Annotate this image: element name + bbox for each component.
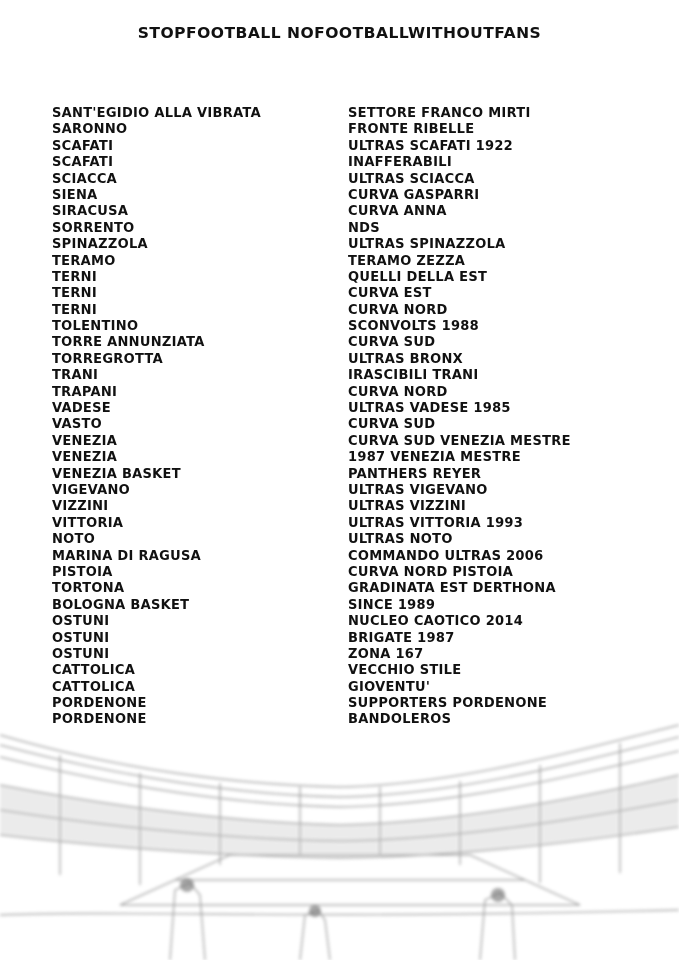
city-name: TRAPANI [52, 384, 118, 400]
list-row [52, 106, 652, 122]
supporter-group-name: ULTRAS VIZZINI [348, 499, 467, 515]
city-name: VITTORIA [52, 515, 124, 531]
city-name: CATTOLICA [52, 663, 136, 679]
list-row [52, 335, 652, 351]
city-name: VENEZIA [52, 450, 118, 466]
list-row [52, 663, 652, 679]
list-row [52, 417, 652, 433]
city-name: SORRENTO [52, 220, 135, 236]
list-row [52, 467, 652, 483]
city-name: TERNI [52, 302, 97, 318]
city-name: TORTONA [52, 581, 125, 597]
supporter-group-name: 1987 VENEZIA MESTRE [348, 450, 521, 466]
city-name: SARONNO [52, 122, 128, 138]
supporter-group-name: ULTRAS SPINAZZOLA [348, 237, 506, 253]
city-name: SCAFATI [52, 138, 114, 154]
supporter-group-name: BRIGATE 1987 [348, 630, 455, 646]
list-row [52, 237, 652, 253]
city-name: TRANI [52, 368, 99, 384]
list-row [52, 434, 652, 450]
supporter-group-name: FRONTE RIBELLE [348, 122, 475, 138]
city-name: PORDENONE [52, 696, 147, 712]
list-row [52, 532, 652, 548]
list-row [52, 483, 652, 499]
list-row [52, 565, 652, 581]
supporter-group-name: SCONVOLTS 1988 [348, 319, 479, 335]
list-row [52, 516, 652, 532]
city-name: PISTOIA [52, 564, 113, 580]
city-name: BOLOGNA BASKET [52, 597, 190, 613]
supporter-group-name: CURVA EST [348, 286, 432, 302]
supporter-group-name: ULTRAS VADESE 1985 [348, 401, 511, 417]
supporter-group-name: CURVA NORD [348, 384, 448, 400]
supporter-group-name: NDS [348, 220, 380, 236]
supporter-group-name: GRADINATA EST DERTHONA [348, 581, 556, 597]
city-name: TOLENTINO [52, 319, 139, 335]
city-name: VASTO [52, 417, 103, 433]
supporter-group-name: IRASCIBILI TRANI [348, 368, 479, 384]
supporter-group-name: SUPPORTERS PORDENONE [348, 696, 548, 712]
list-row [52, 155, 652, 171]
city-name: VENEZIA [52, 433, 118, 449]
supporter-group-name: ULTRAS VITTORIA 1993 [348, 515, 524, 531]
city-name: SANT'EGIDIO ALLA VIBRATA [52, 106, 261, 121]
city-name: VADESE [52, 401, 111, 417]
list-row [52, 385, 652, 401]
supporter-group-name: ZONA 167 [348, 646, 424, 662]
city-name: SPINAZZOLA [52, 237, 148, 253]
list-row [52, 270, 652, 286]
list-row [52, 303, 652, 319]
supporter-group-name: GIOVENTU' [348, 679, 431, 695]
list-row [52, 549, 652, 565]
supporter-group-name: BANDOLEROS [348, 712, 452, 728]
city-name: TERAMO [52, 253, 116, 269]
city-name: SCAFATI [52, 155, 114, 171]
list-row [52, 172, 652, 188]
list-row [52, 221, 652, 237]
list-row [52, 254, 652, 270]
list-row [52, 368, 652, 384]
supporter-group-name: TERAMO ZEZZA [348, 253, 466, 269]
supporter-group-name: CURVA ANNA [348, 204, 447, 220]
list-row [52, 122, 652, 138]
supporter-group-name: COMMANDO ULTRAS 2006 [348, 548, 544, 564]
supporter-group-name: ULTRAS BRONX [348, 351, 463, 367]
supporter-group-name: CURVA SUD VENEZIA MESTRE [348, 433, 571, 449]
city-name: VIGEVANO [52, 482, 131, 498]
city-name: TORRE ANNUNZIATA [52, 335, 205, 351]
list-row [52, 450, 652, 466]
city-name: PORDENONE [52, 712, 147, 728]
list-row [52, 647, 652, 663]
city-name: CATTOLICA [52, 679, 136, 695]
poster-title: STOPFOOTBALL NOFOOTBALLWITHOUTFANS [137, 24, 542, 42]
supporter-group-name: ULTRAS SCIACCA [348, 171, 475, 187]
city-name: VENEZIA BASKET [52, 466, 181, 482]
list-row [52, 614, 652, 630]
city-name: OSTUNI [52, 614, 110, 630]
supporter-group-name: CURVA SUD [348, 417, 436, 433]
city-name: NOTO [52, 532, 96, 548]
supporter-group-name: INAFFERABILI [348, 155, 452, 171]
city-name: SCIACCA [52, 171, 118, 187]
list-row [52, 631, 652, 647]
supporter-group-name: CURVA GASPARRI [348, 187, 480, 203]
city-name: TORREGROTTA [52, 351, 163, 367]
list-row [52, 139, 652, 155]
supporter-group-name: ULTRAS SCAFATI 1922 [348, 138, 514, 154]
city-name: MARINA DI RAGUSA [52, 548, 201, 564]
supporters-list [52, 106, 652, 729]
list-row [52, 499, 652, 515]
list-row [52, 680, 652, 696]
list-row [52, 696, 652, 712]
list-row [52, 319, 652, 335]
city-name: OSTUNI [52, 630, 110, 646]
list-row [52, 188, 652, 204]
city-name: SIENA [52, 187, 98, 203]
stadium-sketch-illustration [0, 715, 679, 960]
supporter-group-name: SETTORE FRANCO MIRTI [348, 106, 531, 121]
list-row [52, 598, 652, 614]
supporter-group-name: NUCLEO CAOTICO 2014 [348, 614, 524, 630]
supporter-group-name: QUELLI DELLA EST [348, 269, 488, 285]
city-name: TERNI [52, 269, 97, 285]
list-row [52, 401, 652, 417]
supporter-group-name: ULTRAS NOTO [348, 532, 453, 548]
list-row [52, 204, 652, 220]
list-row [52, 581, 652, 597]
supporter-group-name: CURVA SUD [348, 335, 436, 351]
list-row [52, 286, 652, 302]
supporter-group-name: VECCHIO STILE [348, 663, 462, 679]
city-name: OSTUNI [52, 646, 110, 662]
list-row [52, 352, 652, 368]
supporter-group-name: PANTHERS REYER [348, 466, 482, 482]
city-name: SIRACUSA [52, 204, 129, 220]
city-name: VIZZINI [52, 499, 109, 515]
supporter-group-name: SINCE 1989 [348, 597, 436, 613]
supporter-group-name: CURVA NORD PISTOIA [348, 564, 514, 580]
city-name: TERNI [52, 286, 97, 302]
supporter-group-name: ULTRAS VIGEVANO [348, 482, 488, 498]
supporter-group-name: CURVA NORD [348, 302, 448, 318]
